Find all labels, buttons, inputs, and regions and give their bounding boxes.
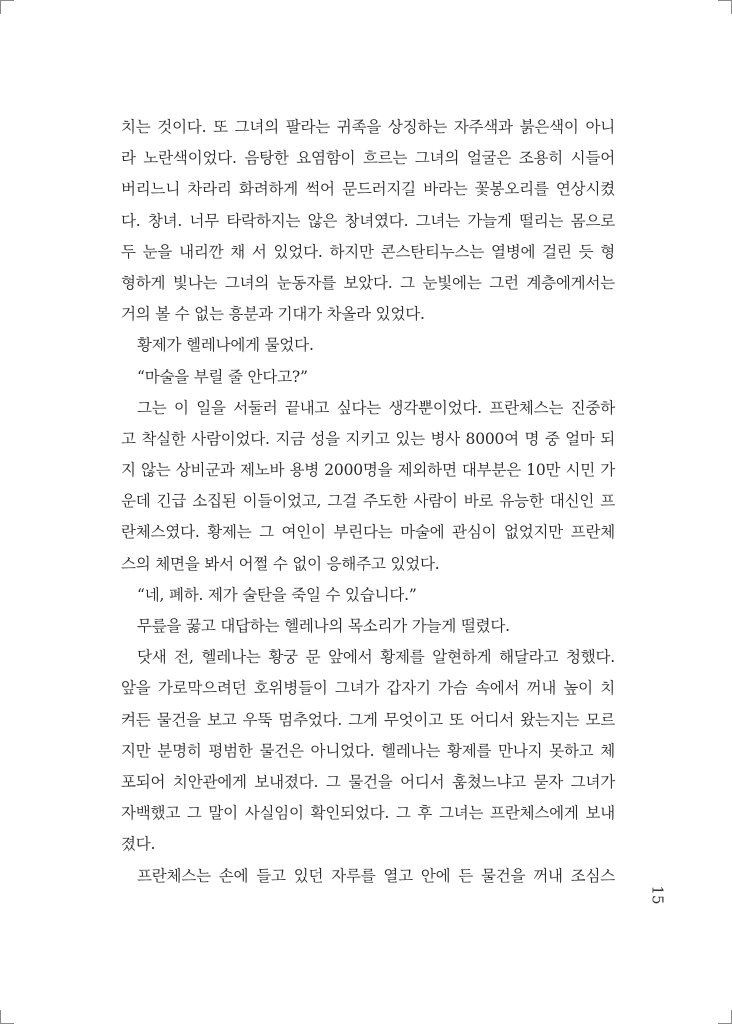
text-line: 버리느니 차라리 화려하게 썩어 문드러지길 바라는 꽃봉오리를 연상시켰 xyxy=(121,180,615,199)
text-line: 형하게 빛나는 그녀의 눈동자를 보았다. 그 눈빛에는 그런 계층에게서는 xyxy=(121,273,615,292)
text-line: 켜든 물건을 보고 우뚝 멈추었다. 그게 무엇이고 또 어디서 왔는지는 모르 xyxy=(121,710,615,729)
text-line: 자백했고 그 말이 사실임이 확인되었다. 그 후 그녀는 프란체스에게 보내 xyxy=(121,804,615,823)
text-line: 거의 볼 수 없는 흥분과 기대가 차올라 있었다. xyxy=(121,305,425,324)
crop-mark-bottom-left-v xyxy=(0,1010,1,1024)
text-line: 닷새 전, 헬레나는 황궁 문 앞에서 황제를 알현하게 해달라고 청했다. xyxy=(137,648,615,667)
text-line: “네, 폐하. 제가 술탄을 죽일 수 있습니다.” xyxy=(137,585,417,604)
text-line: 앞을 가로막으려던 호위병들이 그녀가 갑자기 가슴 속에서 꺼내 높이 치 xyxy=(121,679,615,698)
text-line: 지 않는 상비군과 제노바 용병 2000명을 제외하면 대부분은 10만 시민 가 xyxy=(121,461,615,480)
text-line: 황제가 헬레나에게 물었다. xyxy=(137,336,314,355)
text-line: 치는 것이다. 또 그녀의 팔라는 귀족을 상징하는 자주색과 붉은색이 아니 xyxy=(121,118,615,136)
text-line: 운데 긴급 소집된 이들이었고, 그걸 주도한 사람이 바로 유능한 대신인 프 xyxy=(121,492,615,511)
text-line: 그는 이 일을 서둘러 끝내고 싶다는 생각뿐이었다. 프란체스는 진중하 xyxy=(137,398,615,417)
text-line: 프란체스는 손에 들고 있던 자루를 열고 안에 든 물건을 꺼내 조심스 xyxy=(137,866,615,885)
text-line: 두 눈을 내리깐 채 서 있었다. 하지만 콘스탄티누스는 열병에 걸린 듯 형 xyxy=(121,242,615,261)
text-line: 무릎을 꿇고 대답하는 헬레나의 목소리가 가늘게 떨렸다. xyxy=(137,617,510,635)
text-line: 포되어 치안관에게 보내졌다. 그 물건을 어디서 훔쳤느냐고 묻자 그녀가 xyxy=(121,772,615,791)
crop-mark-top-left-v xyxy=(0,0,1,14)
text-line: 졌다. xyxy=(121,835,156,854)
text-line: 다. 창녀. 너무 타락하지는 않은 창녀였다. 그녀는 가늘게 떨리는 몸으로 xyxy=(121,211,615,230)
page-body-text xyxy=(121,112,615,892)
text-line: “마술을 부릴 줄 안다고?” xyxy=(137,367,308,386)
text-line: 스의 체면을 봐서 어쩔 수 없이 응해주고 있었다. xyxy=(121,554,440,573)
crop-mark-top-right-h xyxy=(718,0,732,1)
text-line: 란체스였다. 황제는 그 여인이 부린다는 마술에 관심이 없었지만 프란체 xyxy=(121,523,615,542)
text-line: 라 노란색이었다. 음탕한 요염함이 흐르는 그녀의 얼굴은 조용히 시들어 xyxy=(121,149,615,168)
text-line: 고 착실한 사람이었다. 지금 성을 지키고 있는 병사 8000여 명 중 얼마 되 xyxy=(121,429,615,448)
page-number: 15 xyxy=(648,885,667,905)
crop-mark-top-left-h xyxy=(0,0,14,1)
text-line: 지만 분명히 평범한 물건은 아니었다. 헬레나는 황제를 만나지 못하고 체 xyxy=(121,741,615,760)
